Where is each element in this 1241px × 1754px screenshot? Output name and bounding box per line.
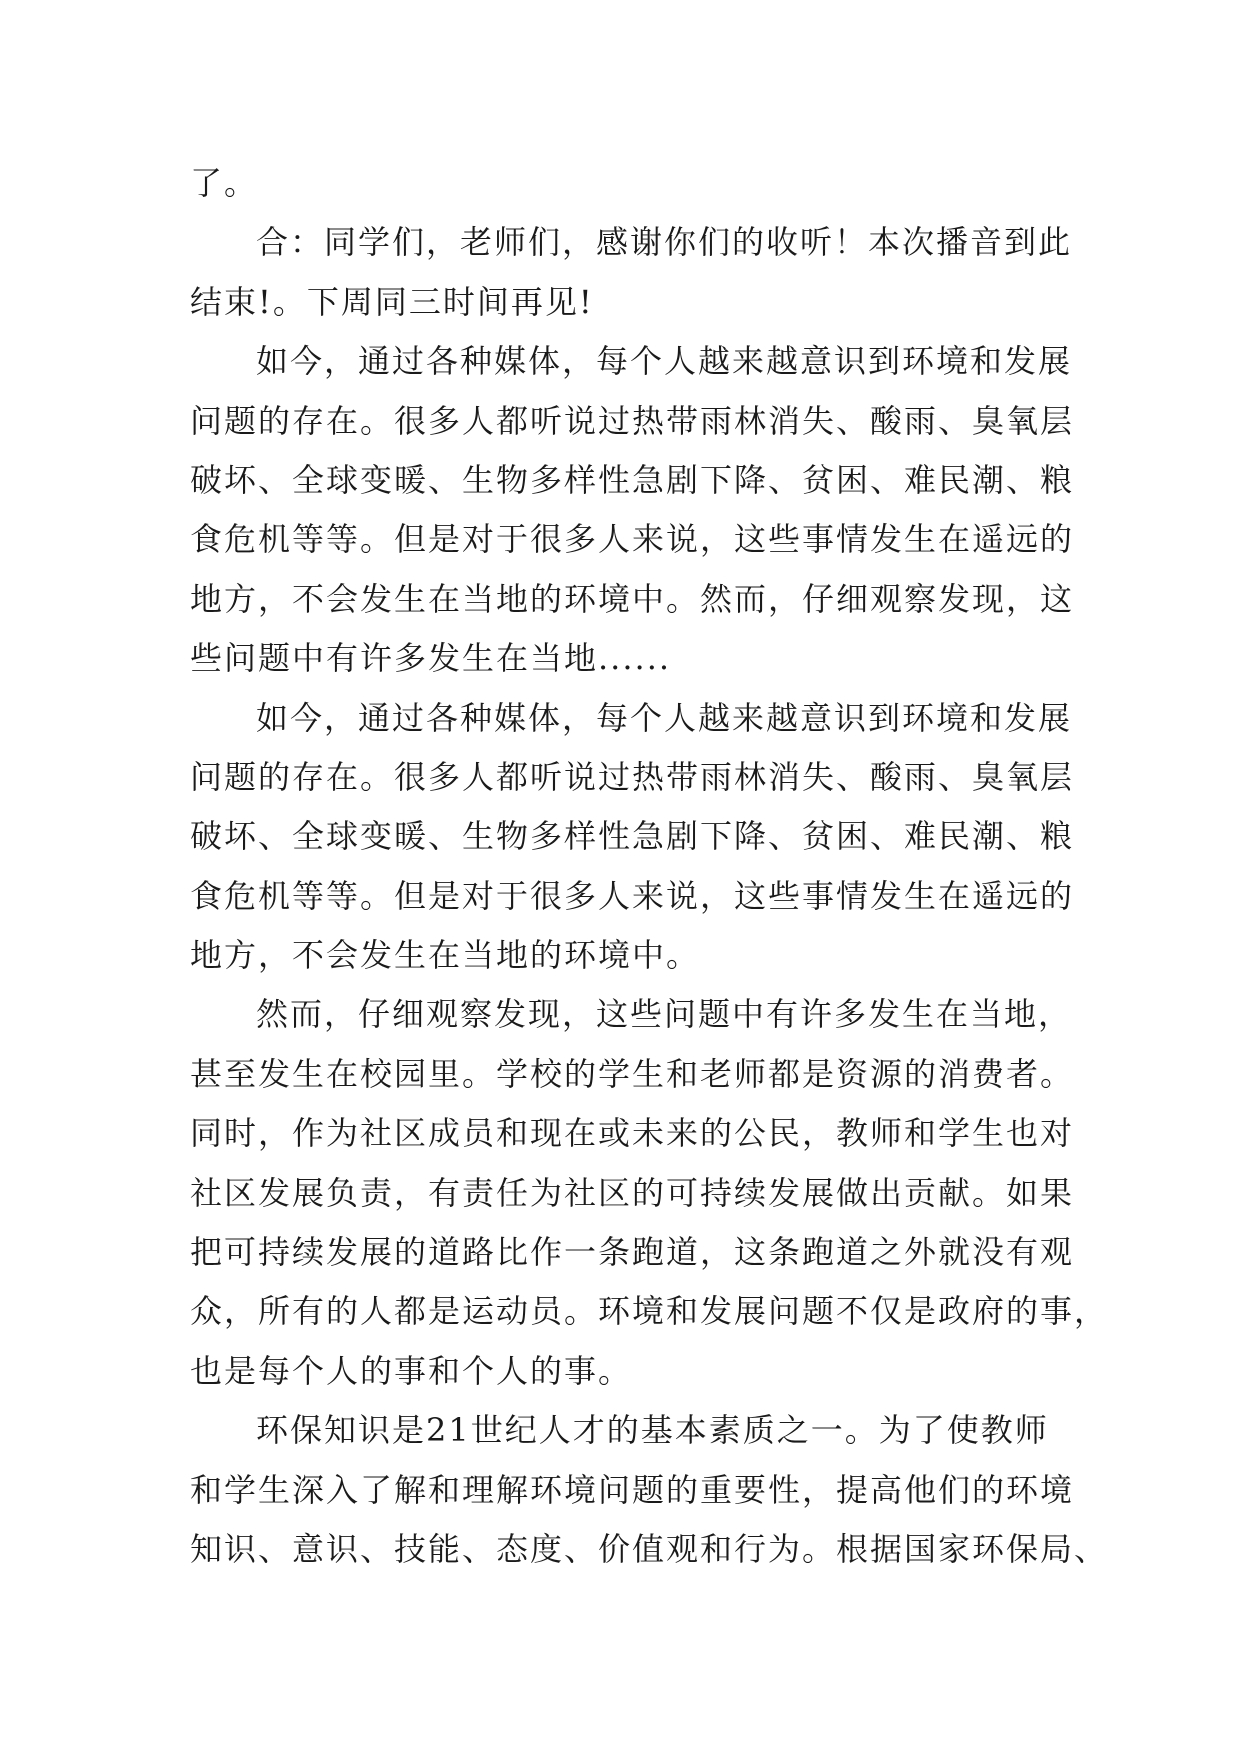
text-line: 如今，通过各种媒体，每个人越来越意识到环境和发展	[256, 698, 1073, 737]
text-line: 把可持续发展的道路比作一条跑道，这条跑道之外就没有观	[190, 1233, 1075, 1272]
text-line: 同时，作为社区成员和现在或未来的公民，教师和学生也对	[190, 1114, 1075, 1153]
text-line: 知识、意识、技能、态度、价值观和行为。根据国家环保局、	[190, 1529, 1109, 1568]
text-line: 些问题中有许多发生在当地......	[190, 639, 672, 678]
text-line: 然而，仔细观察发现，这些问题中有许多发生在当地，	[256, 995, 1073, 1034]
text-line: 地方，不会发生在当地的环境中。	[190, 936, 701, 975]
text-line: 问题的存在。很多人都听说过热带雨林消失、酸雨、臭氧层	[190, 757, 1075, 796]
text-line: 环保知识是21世纪人才的基本素质之一。为了使教师	[256, 1411, 1049, 1450]
text-line: 如今，通过各种媒体，每个人越来越意识到环境和发展	[256, 342, 1073, 381]
document-body	[190, 154, 1109, 1579]
text-line: 合：同学们，老师们，感谢你们的收听！本次播音到此	[256, 223, 1073, 262]
text-line: 社区发展负责，有责任为社区的可持续发展做出贡献。如果	[190, 1173, 1075, 1212]
text-line: 和学生深入了解和理解环境问题的重要性，提高他们的环境	[190, 1470, 1075, 1509]
text-line: 破坏、全球变暖、生物多样性急剧下降、贫困、难民潮、粮	[190, 460, 1075, 499]
text-line: 也是每个人的事和个人的事。	[190, 1351, 633, 1390]
text-line: 问题的存在。很多人都听说过热带雨林消失、酸雨、臭氧层	[190, 401, 1075, 440]
text-line: 了。	[190, 164, 259, 202]
text-line: 地方，不会发生在当地的环境中。然而，仔细观察发现，这	[190, 579, 1075, 618]
text-line: 结束!。下周同三时间再见!	[190, 282, 594, 321]
text-line: 食危机等等。但是对于很多人来说，这些事情发生在遥远的	[190, 520, 1075, 559]
text-line: 食危机等等。但是对于很多人来说，这些事情发生在遥远的	[190, 876, 1075, 915]
text-line: 甚至发生在校园里。学校的学生和老师都是资源的消费者。	[190, 1054, 1075, 1093]
text-line: 众，所有的人都是运动员。环境和发展问题不仅是政府的事，	[190, 1292, 1109, 1331]
text-line: 破坏、全球变暖、生物多样性急剧下降、贫困、难民潮、粮	[190, 817, 1075, 856]
